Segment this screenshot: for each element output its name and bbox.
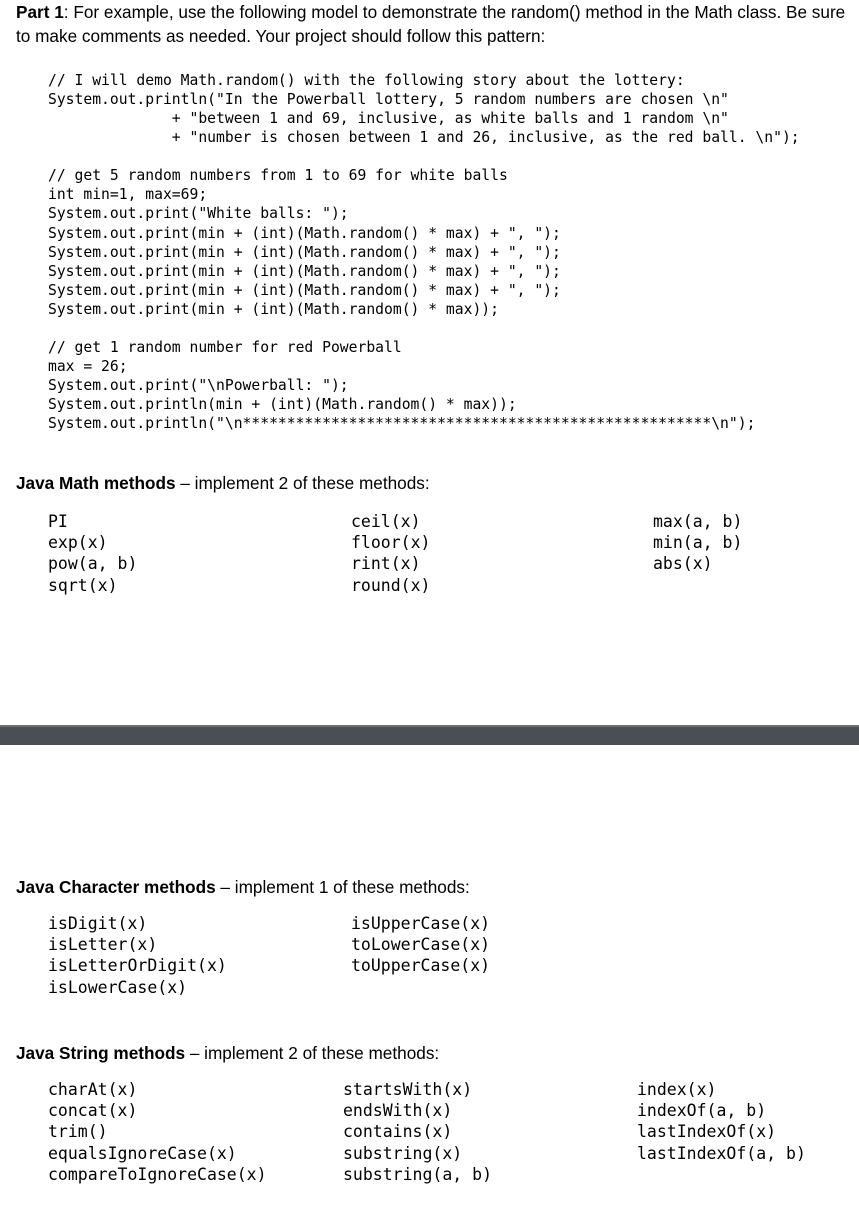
method-item: index(x)	[637, 1080, 717, 1099]
string-methods-column-3	[637, 1079, 806, 1164]
code-line: // I will demo Math.random() with the following story about the lottery:	[48, 72, 685, 89]
method-item: sqrt(x)	[48, 575, 118, 595]
method-item: abs(x)	[653, 554, 713, 574]
method-item: floor(x)	[351, 533, 431, 553]
code-line: System.out.print(min + (int)(Math.random() * max) + ", ");	[48, 243, 561, 261]
code-line: + "between 1 and 69, inclusive, as white balls and 1 random \n"	[48, 110, 729, 128]
math-methods-heading	[16, 472, 430, 494]
code-line: System.out.print(min + (int)(Math.random() * max) + ", ");	[48, 262, 561, 280]
method-item: toLowerCase(x)	[351, 935, 491, 955]
code-line: System.out.print(min + (int)(Math.random() * max));	[48, 300, 499, 318]
method-item: equalsIgnoreCase(x)	[48, 1143, 237, 1163]
instructions-text: : For example, use the following model to demonstrate the random() method in the Math class. Be sure to make comments as needed. Your project should follow this pattern:	[16, 2, 846, 46]
part-label: Part 1	[16, 2, 64, 22]
method-item: compareToIgnoreCase(x)	[48, 1164, 267, 1184]
code-line: System.out.print(min + (int)(Math.random() * max) + ", ");	[48, 224, 561, 242]
method-item: ceil(x)	[351, 512, 421, 531]
code-line	[48, 319, 800, 338]
method-item: substring(x)	[343, 1143, 463, 1163]
code-line: + "number is chosen between 1 and 26, inclusive, as the red ball. \n");	[48, 129, 800, 147]
method-item: trim()	[48, 1122, 108, 1142]
method-item: startsWith(x)	[343, 1080, 473, 1099]
method-item: charAt(x)	[48, 1080, 138, 1099]
method-item: concat(x)	[48, 1101, 138, 1121]
string-methods-instruction: – implement 2 of these methods:	[185, 1043, 440, 1063]
string-methods-title: Java String methods	[16, 1043, 186, 1063]
math-methods-instruction: – implement 2 of these methods:	[175, 473, 430, 493]
character-methods-column-1	[48, 913, 227, 998]
method-item: pow(a, b)	[48, 554, 138, 574]
method-item: isLetter(x)	[48, 935, 158, 955]
character-methods-heading	[16, 876, 470, 898]
method-item: lastIndexOf(x)	[637, 1122, 777, 1142]
method-item: isLetterOrDigit(x)	[48, 956, 227, 976]
character-methods-title: Java Character methods	[16, 877, 216, 897]
string-methods-column-2	[343, 1079, 492, 1185]
page-break-highlight	[0, 725, 859, 727]
string-methods-column-1	[48, 1079, 267, 1185]
code-line: max = 26;	[48, 357, 128, 375]
method-item: toUpperCase(x)	[351, 956, 491, 976]
page-break-divider	[0, 725, 859, 745]
code-line: System.out.print(min + (int)(Math.random() * max) + ", ");	[48, 281, 561, 299]
method-item: endsWith(x)	[343, 1101, 453, 1121]
code-line: // get 5 random numbers from 1 to 69 for white balls	[48, 167, 508, 185]
code-line: int min=1, max=69;	[48, 186, 208, 204]
code-line: System.out.print("White balls: ");	[48, 205, 349, 223]
method-item: indexOf(a, b)	[637, 1101, 767, 1121]
code-line: System.out.println(min + (int)(Math.random() * max));	[48, 396, 517, 414]
character-methods-instruction: – implement 1 of these methods:	[215, 877, 470, 897]
code-example	[48, 71, 800, 433]
code-line: System.out.println("\n*****************************************************\n");	[48, 415, 756, 433]
method-item: round(x)	[351, 575, 431, 595]
string-methods-heading	[16, 1042, 439, 1064]
math-methods-title: Java Math methods	[16, 473, 176, 493]
method-item: exp(x)	[48, 533, 108, 553]
method-item: substring(a, b)	[343, 1164, 493, 1184]
math-methods-column-3	[653, 511, 742, 575]
code-line: System.out.println("In the Powerball lottery, 5 random numbers are chosen \n"	[48, 91, 729, 109]
method-item: isLowerCase(x)	[48, 977, 188, 997]
method-item: contains(x)	[343, 1122, 453, 1142]
character-methods-column-2	[351, 913, 490, 977]
code-line	[48, 147, 800, 166]
method-item: min(a, b)	[653, 533, 743, 553]
method-item: PI	[48, 512, 68, 531]
method-item: isDigit(x)	[48, 914, 148, 933]
method-item: max(a, b)	[653, 512, 743, 531]
method-item: isUpperCase(x)	[351, 914, 491, 933]
code-line: // get 1 random number for red Powerball	[48, 338, 402, 356]
math-methods-column-1	[48, 511, 137, 596]
method-item: lastIndexOf(a, b)	[637, 1143, 806, 1163]
math-methods-column-2	[351, 511, 430, 596]
code-line: System.out.print("\nPowerball: ");	[48, 377, 349, 394]
method-item: rint(x)	[351, 554, 421, 574]
instructions-paragraph	[16, 1, 856, 48]
